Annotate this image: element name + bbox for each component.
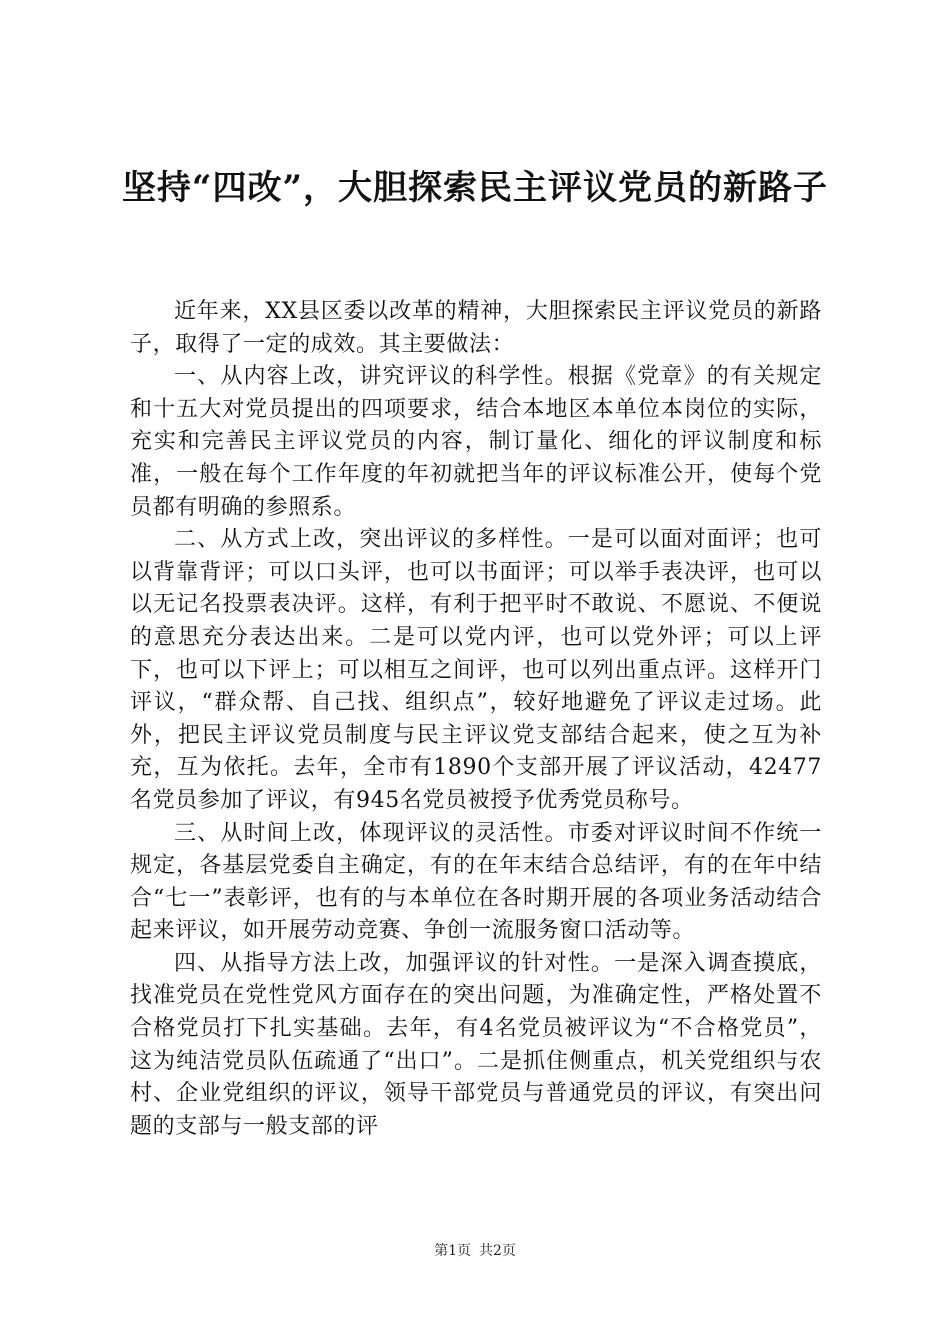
document-title: 坚持“四改”，大胆探索民主评议党员的新路子 xyxy=(121,168,829,208)
page-total: 共2页 xyxy=(479,1243,516,1259)
paragraph-time-reform: 三、从时间上改，体现评议的灵活性。市委对评议时间不作统一规定，各基层党委自主确定，有的在年末结合总结评，有的在年中结合“七一”表彰评，也有的与本单位在各时期开展的各项业务活动结合起来评议，如开展劳动竞赛、争创一流服务窗口活动等。 xyxy=(130,820,822,944)
page-number: 第1页 xyxy=(434,1243,471,1259)
paragraph-content-reform: 一、从内容上改，讲究评议的科学性。根据《党章》的有关规定和十五大对党员提出的四项要求，结合本地区本单位本岗位的实际，充实和完善民主评议党员的内容，制订量化、细化的评议制度和标准，一般在每个工作年度的年初就把当年的评议标准公开，使每个党员都有明确的参照系。 xyxy=(130,364,822,520)
page-footer xyxy=(0,1242,950,1260)
paragraph-method-reform: 二、从方式上改，突出评议的多样性。一是可以面对面评；也可以背靠背评；可以口头评，也可以书面评；可以举手表决评，也可以以无记名投票表决评。这样，有利于把平时不敢说、不愿说、不便说的意思充分表达出来。二是可以党内评，也可以党外评；可以上评下，也可以下评上；可以相互之间评，也可以列出重点评。这样开门评议，“群众帮、自己找、组织点”，较好地避免了评议走过场。此外，把民主评议党员制度与民主评议党支部结合起来，使之互为补充，互为依托。去年，全市有1890个支部开展了评议活动，42477名党员参加了评议，有945名党员被授予优秀党员称号。 xyxy=(130,527,822,813)
paragraph-intro: 近年来，XX县区委以改革的精神，大胆探索民主评议党员的新路子，取得了一定的成效。其主要做法： xyxy=(130,299,822,357)
paragraph-guidance-reform: 四、从指导方法上改，加强评议的针对性。一是深入调查摸底，找准党员在党性党风方面存在的突出问题，为准确定性，严格处置不合格党员打下扎实基础。去年，有4名党员被评议为“不合格党员”，这为纯洁党员队伍疏通了“出口”。二是抓住侧重点，机关党组织与农村、企业党组织的评议，领导干部党员与普通党员的评议，有突出问题的支部与一般支部的评 xyxy=(130,950,822,1139)
document-body xyxy=(130,296,822,1143)
